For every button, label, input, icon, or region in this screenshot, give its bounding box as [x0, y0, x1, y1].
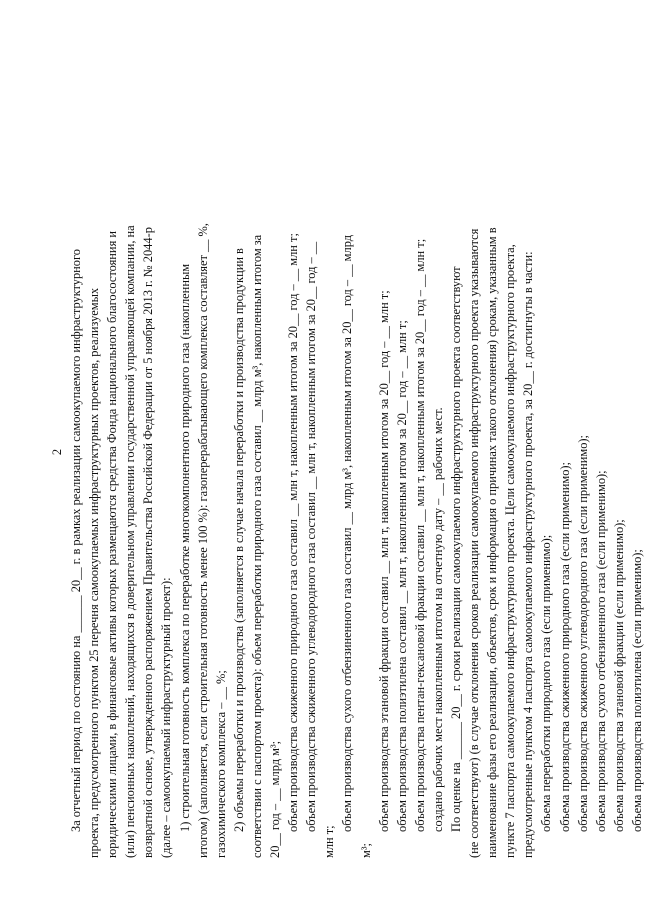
paragraph-line: проекта, предусмотренного пунктом 25 перечня самоокупаемых инфраструктурных проектов, реализуемых [87, 287, 102, 858]
paragraph-line: м³; [358, 843, 373, 858]
paragraph-line: (не соответствуют) (в случае отклонения сроков реализации самоокупаемого инфраструктурного проекта указываются [467, 228, 482, 858]
rotated-text-block [48, 46, 644, 858]
paragraph-line: объема переработки природного газа (если применимо); [539, 534, 554, 832]
paragraph-line: газохимического комплекса – __ %; [213, 670, 228, 858]
paragraph-line: объем производства пентан-гексановой фракции составил __ млн т, накопленным итогом за 20__ год – __ млн т; [412, 238, 427, 832]
paragraph-line: пункте 7 паспорта самоокупаемого инфраструктурного проекта. Цели самоокупаемого инфраструктурного проекта, [503, 244, 518, 858]
paragraph-line: объема производства сухого отбензиненного газа (если применимо); [593, 470, 608, 832]
paragraph-line: 1) строительная готовность комплекса по переработке многокомпонентного природного газа (накопленным [177, 263, 192, 832]
paragraph-line: объема производства этановой фракции (если применимо); [611, 519, 626, 832]
paragraph-line: По оценке на ______ 20__ г. сроки реализации самоокупаемого инфраструктурного проекта соответствуют [448, 266, 463, 832]
paragraph-line: объем производства этановой фракции составил __ млн т, накопленным итогом за 20__ год – __ млн т; [376, 290, 391, 832]
paragraph-line: За отчетный период по состоянию на ______ 20__ г. в рамках реализации самоокупаемого инфраструктурного [69, 249, 83, 832]
paragraph-line: объема производства полиэтилена (если применимо); [629, 549, 644, 832]
paragraph-line: объема производства сжиженного природного газа (если применимо); [557, 462, 572, 832]
paragraph-line: (далее – самоокупаемый инфраструктурный проект): [159, 577, 174, 858]
paragraph-line: объем производства сжиженного природного газа составил __ млн т, накопленным итогом за 20__ год – __ млн т; [286, 233, 301, 832]
paragraph-line: (или) пенсионных накоплений, находящихся в доверительном управлении государственной управляющей компании, на [123, 225, 138, 858]
paragraph-line: соответствии с паспортом проекта): объем переработки природного газа составил __ млрд м³, накопленным итогом за [249, 234, 264, 858]
paragraph-line: итогом) (заполняется, если строительная готовность менее 100 %): газоперерабатывающего комплекса составляет __ %, [195, 223, 210, 858]
paragraph-line: 20__ год – __ млрд м³; [268, 740, 283, 858]
paragraph-line: млн т; [322, 825, 337, 858]
paragraph-line: юридическими лицами, в финансовые активы которых размещаются средства Фонда национального благосостояния и [105, 231, 120, 858]
paragraph-line: наименование фазы его реализации, объектов, срок и информация о причинах такого отклонения) срокам, указанным в [485, 227, 500, 858]
paragraph-line: объем производства полиэтилена составил __ млн т, накопленным итогом за 20__ год – __ млн т; [394, 320, 409, 832]
paragraph-line: возвратной основе, утвержденного распоряжением Правительства Российской Федерации от 5 ноября 2013 г. № 2044-р [141, 227, 156, 858]
paragraph-line: объем производства сухого отбензиненного газа составил __ млрд м³, накопленным итогом за 20__ год – __ млрд [340, 234, 355, 832]
paragraph-line: предусмотренные пунктом 4 паспорта самоокупаемого инфраструктурного проекта, за 20__ г. достигнуты в части: [521, 251, 536, 858]
paragraph-line: объем производства сжиженного углеводородного газа составил __ млн т, накопленным итогом за 20__ год – __ [304, 241, 319, 832]
paragraph-line: объема производства сжиженного углеводородного газа (если применимо); [575, 435, 590, 832]
paragraph-line: 2) объемы переработки и производства (заполняется в случае начала переработки и производства продукции в [231, 248, 246, 832]
paragraph-line: создано рабочих мест накопленным итогом на отчетную дату – __ рабочих мест. [430, 407, 445, 832]
page-number: 2 [50, 448, 64, 456]
